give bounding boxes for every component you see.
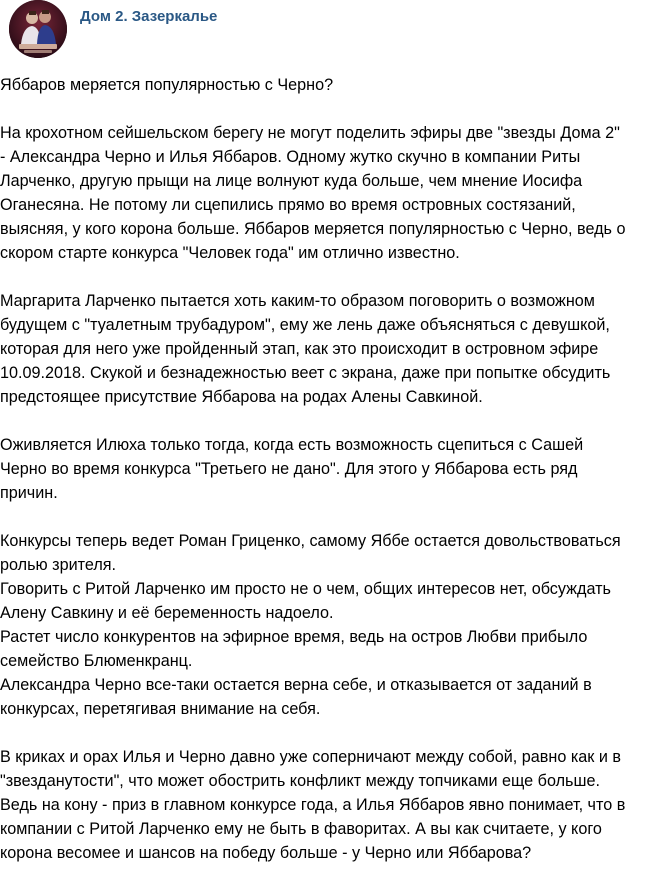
group-avatar[interactable] xyxy=(9,0,67,58)
paragraph-gap xyxy=(0,409,666,433)
post-paragraph-4: Конкурсы теперь ведет Роман Гриценко, самому Яббе остается довольствоваться ролью зрителя. Говорить с Ритой Ларченко им просто не о чем, общих интересов нет, обсуждать Алену Савкину и её беременность надоело. Растет число конкурентов на эфирное время, ведь на остров Любви прибыло семейство Блюменкранц. Александра Черно все-таки остается верна себе, и отказывается от заданий в конкурсах, перетягивая внимание на себя. xyxy=(0,532,621,718)
post-paragraph-2: Маргарита Ларченко пытается хоть каким-то образом поговорить о возможном будущем с "туалетным трубадуром", ему же лень даже объясняться с девушкой, которая для него уже пройденный этап, как это происходит в островном эфире 10.09.2018. Скукой и безнадежностью веет с экрана, даже при попытке обсудить предстоящее присутствие Яббарова на родах Алены Савкиной. xyxy=(0,292,611,406)
post-paragraph-5: В криках и орах Илья и Черно давно уже соперничают между собой, равно как и в "звезданутости", что может обострить конфликт между топчиками еще больше. Ведь на кону - приз в главном конкурсе года, а Илья Яббаров явно понимает, что в компании с Ритой Ларченко ему не быть в фаворитах. А вы как считаете, у кого корона весомее и шансов на победу больше - у Черно или Яббарова? xyxy=(0,748,626,862)
group-avatar-image xyxy=(9,0,67,58)
post-title: Яббаров меряется популярностью с Черно? xyxy=(0,76,334,94)
group-name-link[interactable]: Дом 2. Зазеркалье xyxy=(80,8,218,25)
post-paragraph-1: На крохотном сейшельском берегу не могут поделить эфиры две "звезды Дома 2" - Александра Черно и Илья Яббаров. Одному жутко скучно в компании Риты Ларченко, другую прыщи на лице волнуют куда больше, чем мнение Иосифа Оганесяна. Не потому ли сцепились прямо во время островных состязаний, выясняя, у кого корона больше. Яббаров меряется популярностью с Черно, ведь о скором старте конкурса "Человек года" им отлично известно. xyxy=(0,124,626,262)
post-body xyxy=(0,73,666,865)
paragraph-gap xyxy=(0,97,666,121)
post-paragraph-3: Оживляется Илюха только тогда, когда есть возможность сцепиться с Сашей Черно во время конкурса "Третьего не дано". Для этого у Яббарова есть ряд причин. xyxy=(0,436,584,502)
paragraph-gap xyxy=(0,265,666,289)
paragraph-gap xyxy=(0,505,666,529)
post-header xyxy=(0,0,670,72)
paragraph-gap xyxy=(0,721,666,745)
